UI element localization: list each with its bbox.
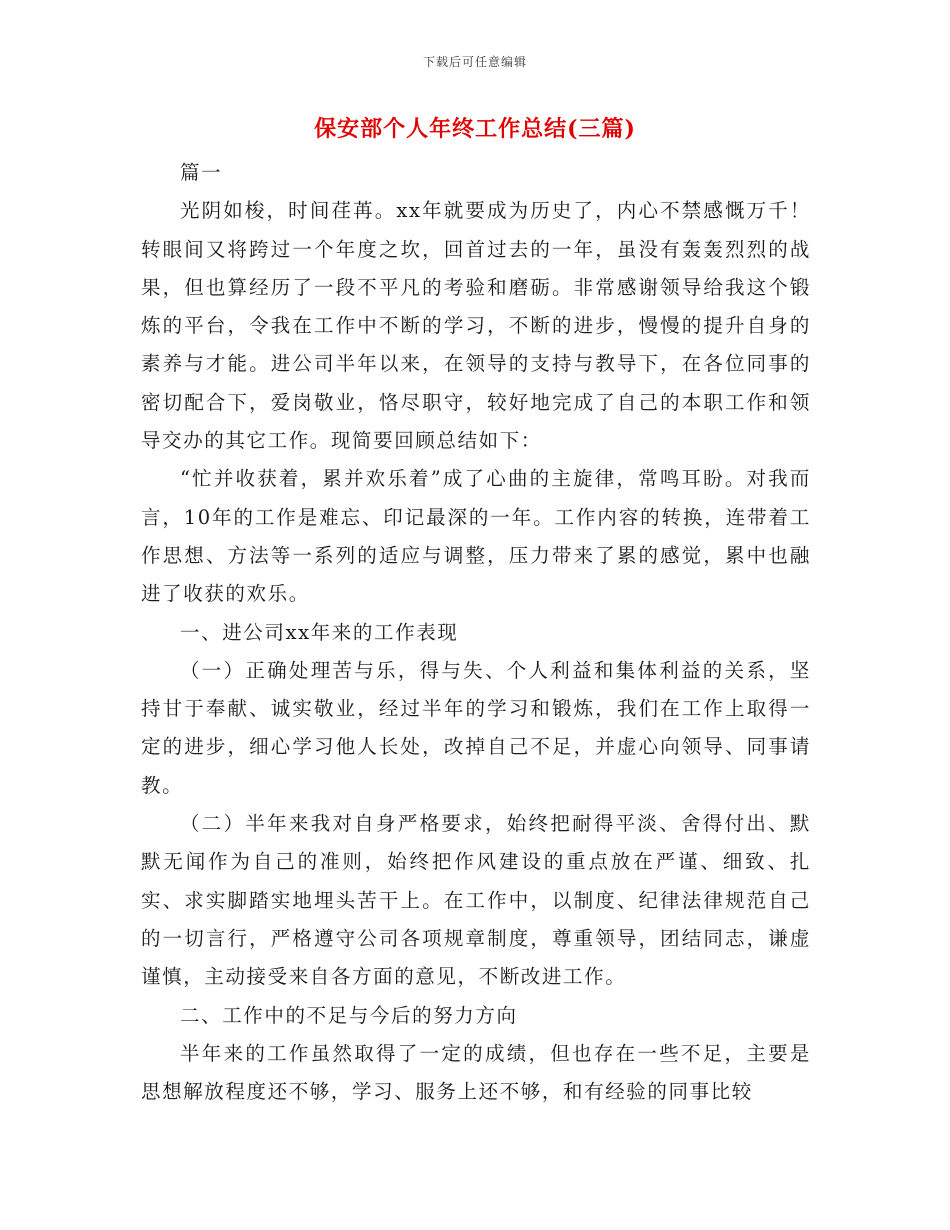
document-body: [141, 154, 811, 1111]
section-heading: 一、进公司xx年来的工作表现: [180, 620, 459, 644]
section-heading: 二、工作中的不足与今后的努力方向: [180, 1003, 518, 1027]
paragraph: 半年来的工作虽然取得了一定的成绩，但也存在一些不足，主要是思想解放程度还不够，学习、服务上还不够，和有经验的同事比较: [141, 1041, 811, 1104]
document-title: 保安部个人年终工作总结(三篇): [314, 116, 636, 142]
paragraph: “忙并收获着，累并欢乐着”成了心曲的主旋律，常鸣耳盼。对我而言，10年的工作是难忘、印记最深的一年。工作内容的转换，连带着工作思想、方法等一系列的适应与调整，压力带来了累的感觉，累中也融进了收获的欢乐。: [141, 467, 811, 606]
section-label: 篇一: [180, 161, 223, 184]
paragraph: 光阴如梭，时间荏苒。xx年就要成为历史了，内心不禁感慨万千！转眼间又将跨过一个年度之坎，回首过去的一年，虽没有轰轰烈烈的战果，但也算经历了一段不平凡的考验和磨砺。非常感谢领导给我这个锻炼的平台，令我在工作中不断的学习，不断的进步，慢慢的提升自身的素养与才能。进公司半年以来，在领导的支持与教导下，在各位同事的密切配合下，爱岗敬业，恪尽职守，较好地完成了自己的本职工作和领导交办的其它工作。现简要回顾总结如下：: [141, 199, 811, 453]
paragraph: （二）半年来我对自身严格要求，始终把耐得平淡、舍得付出、默默无闻作为自己的准则，始终把作风建设的重点放在严谨、细致、扎实、求实脚踏实地埋头苦干上。在工作中，以制度、纪律法律规范自己的一切言行，严格遵守公司各项规章制度，尊重领导，团结同志，谦虚谨慎，主动接受来自各方面的意见，不断改进工作。: [141, 812, 811, 989]
header-note: 下载后可任意编辑: [422, 55, 527, 69]
paragraph: （一）正确处理苦与乐，得与失、个人利益和集体利益的关系，坚持甘于奉献、诚实敬业，经过半年的学习和锻炼，我们在工作上取得一定的进步，细心学习他人长处，改掉自己不足，并虚心向领导、同事请教。: [141, 658, 811, 797]
